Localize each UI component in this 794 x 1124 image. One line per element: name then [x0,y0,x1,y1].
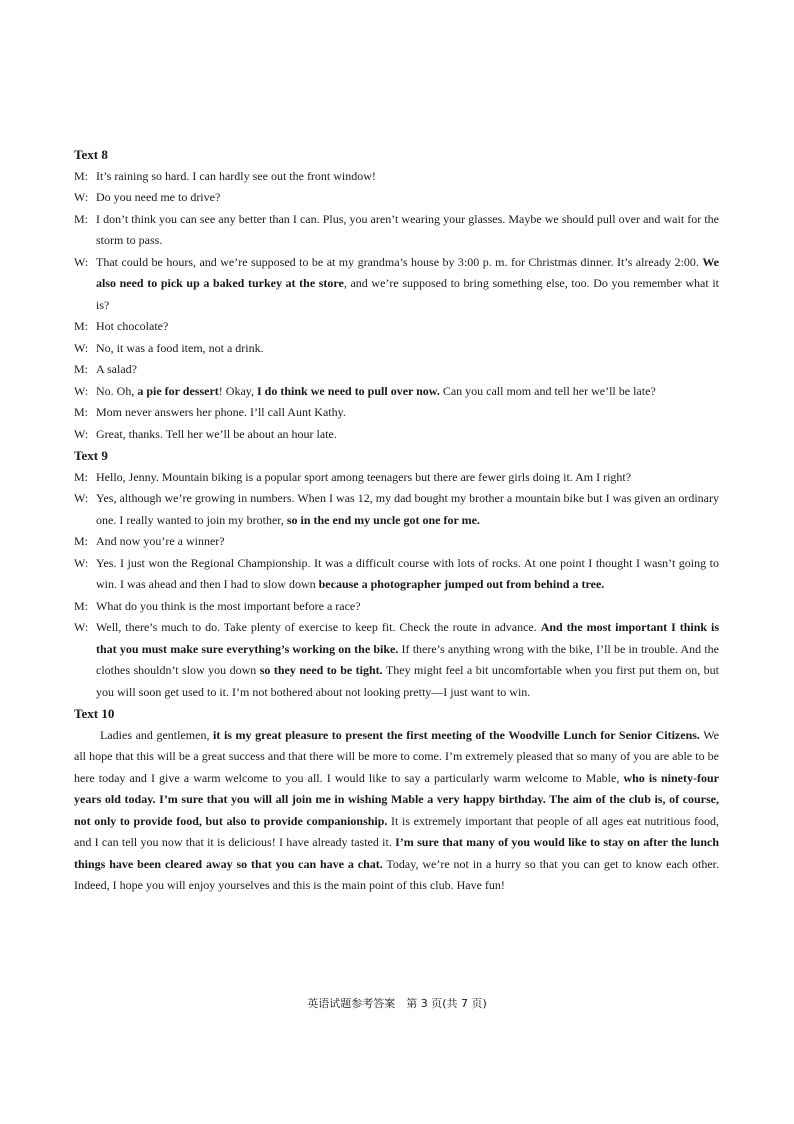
speaker-label: W: [74,190,89,204]
text-10-title: Text 10 [74,706,115,721]
utterance [96,467,719,489]
bold-answer-text: a pie for dessert [137,383,219,398]
speaker-label: W: [74,620,89,634]
transcript-text: No, it was a food item, not a drink. [96,340,264,355]
answer-page [74,144,719,897]
bold-answer-text: who is ninety-four years old today. I’m sure that you will all join me in wishing Mable a very happy birthday. The aim of the club is, of course, not only to provide food, but also to provide companionship. [74,770,719,828]
transcript-text: A salad? [96,362,137,376]
transcript-text: Can you call mom and tell her we’ll be late? [439,383,656,398]
speaker-label: M: [74,469,89,484]
dialogue-line [74,381,719,403]
page-footer: 英语试题参考答案 第 3 页(共 7 页) [307,997,487,1010]
speaker-label: W: [74,426,89,441]
transcript-text: They might feel a bit uncomfortable when you first put them on, but you will soon get used to it. I’m not bothered about not looking pretty—I just want to win. [96,663,719,699]
transcript-text: Ladies and gentlemen, [100,727,214,742]
transcript-text: Well, there’s much to do. Take plenty of exercise to keep fit. Check the route in advance. [96,620,541,634]
utterance [96,316,719,338]
utterance [96,531,719,553]
text-10-section [74,703,719,897]
utterance [96,617,719,703]
speaker-label: M: [74,211,89,226]
bold-answer-text: I’m sure that many of you would like to stay on after the lunch things have been cleared away so that you can have a chat. [74,835,719,871]
transcript-text: If there’s anything wrong with the bike, I’ll be in trouble. And the clothes shouldn’t slow you down [96,641,719,677]
transcript-text: No. Oh, [96,383,138,398]
dialogue-line [74,596,719,618]
bold-answer-text: We also need to pick up a baked turkey at the store [96,254,719,290]
text-9-dialogue [74,467,719,704]
dialogue-line [74,166,719,188]
transcript-text: Mom never answers her phone. I’ll call Aunt Kathy. [96,405,346,419]
utterance [96,359,719,381]
transcript-text: It’s raining so hard. I can hardly see out the front window! [96,168,376,183]
utterance [96,338,719,360]
transcript-text: Hot chocolate? [96,319,169,333]
transcript-text: Do you need me to drive? [96,190,221,204]
dialogue-line [74,338,719,360]
text-9-title: Text 9 [74,448,108,463]
bold-answer-text: so in the end my uncle got one for me. [286,512,480,527]
speaker-label: W: [74,254,89,269]
transcript-text: I don’t think you can see any better than I can. Plus, you aren’t wearing your glasses. Maybe we should pull over and wait for the storm to pass. [96,211,719,247]
transcript-text: ! Okay, [218,383,257,398]
dialogue-line [74,402,719,424]
utterance [96,402,719,424]
dialogue-line [74,187,719,209]
dialogue-line [74,316,719,338]
dialogue-line [74,531,719,553]
speaker-label: M: [74,319,89,333]
utterance [96,596,719,618]
speaker-label: M: [74,362,89,376]
dialogue-line [74,617,719,703]
text-8-section [74,144,719,445]
speaker-label: M: [74,598,89,613]
utterance [96,166,719,188]
text-8-title: Text 8 [74,147,108,162]
dialogue-line [74,488,719,531]
dialogue-line [74,252,719,317]
transcript-text: It is extremely important that people of all ages eat nutritious food, and I can tell you now that it is delicious! I have already tasted it. [74,813,719,849]
bold-answer-text: And the most important I think is that you must make sure everything’s working on the bike. [96,620,719,656]
text-8-dialogue [74,166,719,446]
speaker-label: M: [74,168,89,183]
utterance [96,187,719,209]
transcript-text: , and we’re supposed to bring something else, too. Do you remember what it is? [96,276,719,312]
bold-answer-text: so they need to be tight. [259,663,383,677]
speaker-label: W: [74,383,89,398]
dialogue-line [74,359,719,381]
dialogue-line [74,424,719,446]
speaker-label: W: [74,340,89,355]
transcript-text: And now you’re a winner? [96,534,225,548]
utterance [96,488,719,531]
text-10-passage [74,725,719,897]
transcript-text: Great, thanks. Tell her we’ll be about an hour late. [96,426,337,441]
utterance [96,381,719,403]
speaker-label: M: [74,405,89,419]
bold-answer-text: it is my great pleasure to present the first meeting of the Woodville Lunch for Senior Citizens. [213,727,700,742]
text-9-section [74,445,719,703]
speaker-label: M: [74,534,89,548]
transcript-text: Today, we’re not in a hurry so that you can get to know each other. Indeed, I hope you will enjoy yourselves and this is the main point of this club. Have fun! [74,856,719,892]
utterance [96,209,719,252]
transcript-text: Yes, although we’re growing in numbers. When I was 12, my dad bought my brother a mountain bike but I was given an ordinary one. I really wanted to join my brother, [96,491,719,527]
transcript-text: Hello, Jenny. Mountain biking is a popular sport among teenagers but there are fewer girls doing it. Am I right? [96,469,632,484]
speaker-label: W: [74,555,89,570]
dialogue-line [74,467,719,489]
transcript-text: That could be hours, and we’re supposed to be at my grandma’s house by 3:00 p. m. for Christmas dinner. It’s already 2:00. [96,254,703,269]
transcript-text: We all hope that this will be a great success and that there will be more to come. I’m extremely pleased that so many of you are able to be here today and I give a warm welcome to you all. I would like to say a particularly warm welcome to Mable, [74,727,719,785]
dialogue-line [74,553,719,596]
transcript-text: Yes. I just won the Regional Championship. It was a difficult course with lots of rocks. At one point I thought I wasn’t going to win. I was ahead and then I had to slow down [96,555,719,591]
speaker-label: W: [74,491,89,505]
utterance [96,553,719,596]
utterance [96,424,719,446]
dialogue-line [74,209,719,252]
utterance [96,252,719,317]
bold-answer-text: I do think we need to pull over now. [257,383,440,398]
bold-answer-text: because a photographer jumped out from behind a tree. [318,577,605,591]
transcript-text: What do you think is the most important before a race? [96,598,361,613]
